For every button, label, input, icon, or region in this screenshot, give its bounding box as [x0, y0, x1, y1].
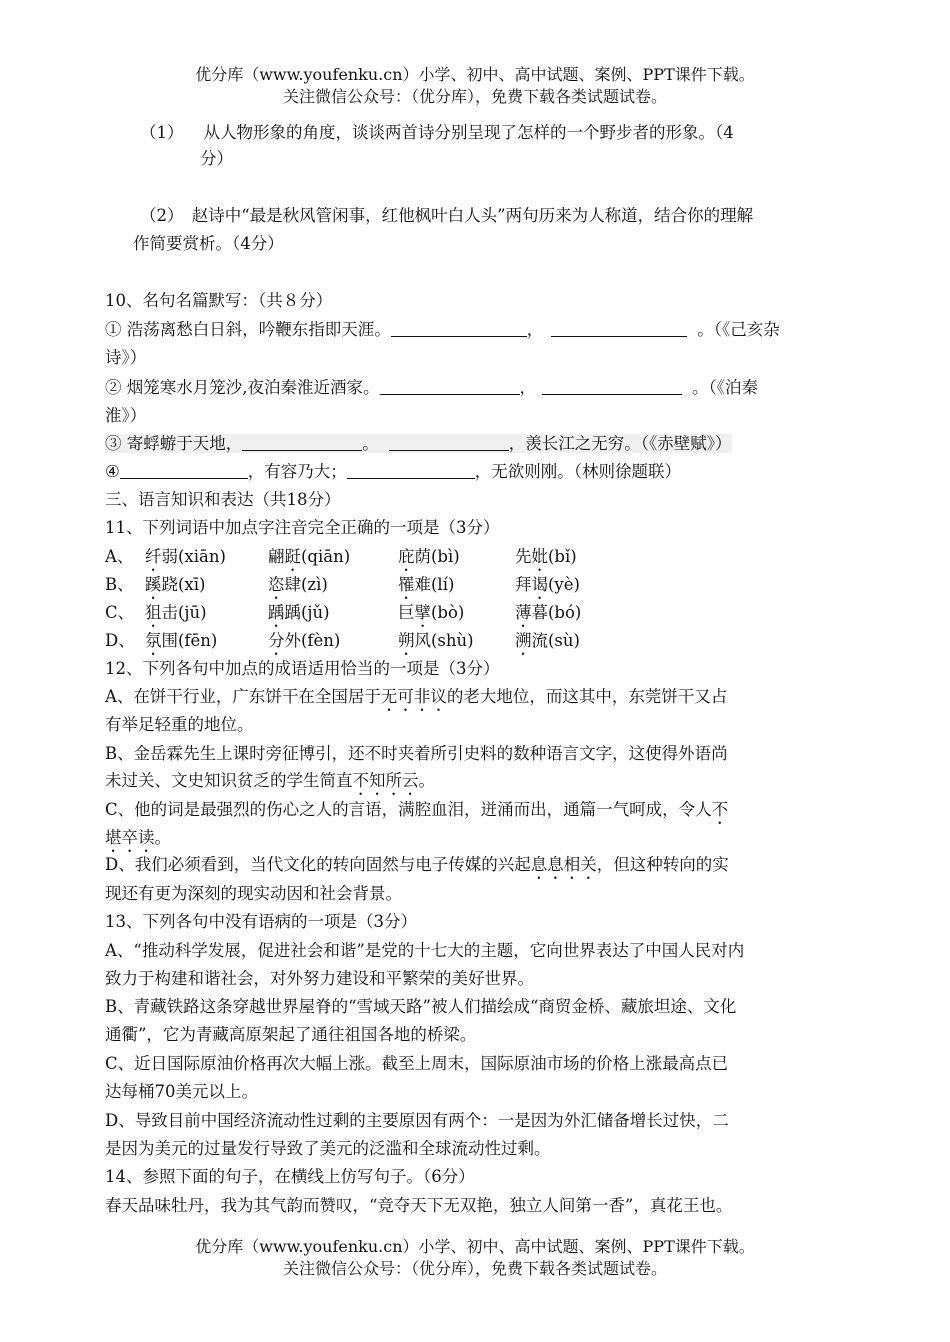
- q10-item3-text: ③ 寄蜉蝣于天地，: [105, 434, 243, 453]
- dotted-idiom: 无可非议: [380, 687, 447, 706]
- answer-blank[interactable]: [120, 461, 248, 479]
- answer-blank[interactable]: [242, 433, 362, 451]
- q10-item1-text: ① 浩荡离愁白日斜，吟鞭东指即天涯。: [105, 320, 391, 339]
- q10-item1-line2: 诗》）: [105, 348, 147, 367]
- header-line-2: 关注微信公众号：（优分库），免费下载各类试题试卷。: [282, 87, 667, 106]
- q11-word-post: 踽(jǔ): [284, 603, 330, 622]
- answer-blank[interactable]: [380, 377, 520, 395]
- q10-item1-source: 。（《己亥杂: [697, 320, 780, 339]
- q13-title: 13、下列各句中没有语病的一项是（3分）: [105, 912, 417, 931]
- answer-blank[interactable]: [389, 433, 509, 451]
- q11-word: [268, 629, 340, 659]
- q11-dotted-char: 狙: [145, 603, 162, 622]
- q11-word-pre: 翩: [268, 547, 285, 566]
- section3-title: 三、语言知识和表达（共18分）: [105, 490, 341, 509]
- q12-d-text: D、我们必须看到，当代文化的转向固然与电子传媒的兴起: [105, 855, 531, 874]
- page-footer: [0, 1236, 950, 1280]
- q10-item2-comma: ，: [519, 378, 536, 397]
- q10-item3-period: 。: [362, 434, 379, 453]
- q10-item2-line2: 淮》）: [105, 406, 147, 425]
- q11-option-label: D、: [105, 631, 135, 650]
- q11-word-post: 围(fēn): [161, 631, 218, 650]
- q10-item1-comma: ，: [526, 320, 544, 339]
- q13-option-b-line2: 通衢”，它为青藏高原架起了通往祖国各地的桥梁。: [105, 1025, 477, 1044]
- q11-word: [515, 629, 580, 659]
- q11-title: 11、下列词语中加点字注音完全正确的一项是（3分）: [105, 518, 500, 537]
- q12-option-d-line1: [105, 853, 850, 883]
- q11-dotted-char: 分: [268, 631, 285, 650]
- q11-word-post: 跷(xī): [161, 575, 206, 594]
- q12-option-b-line2: [105, 769, 850, 799]
- q13-option-d-line2: 是因为美元的过量发行导致了美元的泛滥和全球流动性过剩。: [105, 1139, 551, 1158]
- q11-dotted-char: 谒: [531, 575, 548, 594]
- q11-word: [398, 601, 464, 631]
- q11-word: [515, 573, 580, 603]
- q14-title: 14、参照下面的句子，在横线上仿写句子。（6分）: [105, 1167, 475, 1186]
- q11-word-post: 暮(bó): [531, 603, 582, 622]
- q12-option-b-line1: B、金岳霖先生上课时旁征博引，还不时夹着所引史料的数种语言文字，这使得外语尚: [105, 744, 728, 763]
- q13-option-b-line1: B、青藏铁路这条穿越世界屋脊的“雪域天路”被人们描绘成“商贸金桥、藏旅坦途、文化: [105, 997, 737, 1016]
- q10-item2-source: 。（《泊秦: [692, 378, 758, 397]
- q13-option-a-line1: A、“推动科学发展，促进社会和谐”是党的十七大的主题，它向世界表达了中国人民对内: [105, 941, 745, 960]
- q12-a-text-post: 的老大地位，而这其中，东莞饼干又占: [446, 687, 728, 706]
- q12-option-a-line1: [105, 685, 850, 715]
- dotted-idiom: 不: [711, 800, 729, 819]
- q11-word-post: (yè): [548, 575, 580, 594]
- q11-dotted-char: 庇: [398, 547, 415, 566]
- q11-word-pre: 巨: [398, 603, 415, 622]
- q9-part1-number: （1）: [140, 123, 184, 142]
- q12-c-text-post: 。: [154, 828, 171, 847]
- q11-word: [145, 545, 226, 575]
- q11-word-post: (bò): [431, 603, 465, 622]
- q13-option-c-line1: C、近日国际原油价格再次大幅上涨。截至上周末，国际原油市场的价格上涨最高点已: [105, 1054, 729, 1073]
- q10-item4: [105, 460, 850, 484]
- answer-blank[interactable]: [391, 319, 527, 337]
- q12-option-a-line2: 有举足轻重的地位。: [105, 715, 254, 734]
- q12-c-text: C、他的词是最强烈的伤心之人的言语，满腔血泪，迸涌而出，通篇一气呵成，令人: [105, 800, 712, 819]
- q9-part1-line2: 分）: [200, 149, 233, 168]
- q11-word: [268, 601, 330, 631]
- q11-word: [515, 545, 577, 575]
- q11-dotted-char: 恣: [268, 575, 285, 594]
- q11-word-post: 肆(zì): [284, 575, 328, 594]
- q10-item4-source: ，无欲则刚。（林则徐题联）: [474, 462, 682, 481]
- footer-line-2: 关注微信公众号：（优分库），免费下载各类试题试卷。: [282, 1259, 667, 1278]
- q11-word-post: 荫(bì): [414, 547, 460, 566]
- q11-word-post: 难(lí): [414, 575, 455, 594]
- q11-word-pre: 先: [515, 547, 532, 566]
- q10-item2-text: ② 烟笼寒水月笼沙,夜泊秦淮近酒家。: [105, 378, 380, 397]
- q10-item2: [105, 376, 850, 400]
- header-line-1: 优分库（www.youfenku.cn）小学、初中、高中试题、案例、PPT课件下载。: [195, 65, 755, 84]
- answer-blank[interactable]: [542, 377, 682, 395]
- q11-word-post: 流(sù): [531, 631, 580, 650]
- q11-word: [268, 573, 328, 603]
- answer-blank[interactable]: [347, 461, 475, 479]
- q12-title: 12、下列各句中加点的成语适用恰当的一项是（3分）: [105, 659, 500, 678]
- q11-word-post: (qiān): [301, 547, 351, 566]
- q11-option-label: C、: [105, 603, 135, 622]
- q13-option-d-line1: D、导致目前中国经济流动性过剩的主要原因有两个：一是因为外汇储备增长过快，二: [105, 1111, 729, 1130]
- q12-option-c-line1: [105, 798, 850, 828]
- q11-word: [268, 545, 350, 575]
- q13-option-a-line2: 致力于构建和谐社会，对外努力建设和平繁荣的美好世界。: [105, 969, 534, 988]
- q12-b-text: 未过关、文史知识贫乏的学生简直: [105, 771, 353, 790]
- q12-a-text: A、在饼干行业，广东饼干在全国居于: [105, 687, 381, 706]
- footer-line-1: 优分库（www.youfenku.cn）小学、初中、高中试题、案例、PPT课件下载。: [195, 1237, 755, 1256]
- q10-item3-source: ，羡长江之无穷。（《赤壁赋》）: [508, 434, 732, 453]
- q9-part2-line2: 作简要赏析。（4分）: [133, 234, 284, 253]
- q13-option-c-line2: 达每桶70美元以上。: [105, 1082, 258, 1101]
- q10-title: 10、名句名篇默写：（共８分）: [105, 291, 333, 310]
- q12-b-text-post: 。: [418, 771, 435, 790]
- q11-option-label: B、: [105, 575, 134, 594]
- dotted-idiom: 息息相关: [530, 855, 597, 874]
- q11-word: [145, 629, 217, 659]
- q10-item3: [105, 432, 850, 456]
- q11-option-label: A、: [105, 547, 134, 566]
- q11-dotted-char: 妣: [531, 547, 548, 566]
- q9-part2-line1: （2） 赵诗中“最是秋风管闲事，红他枫叶白人头”两句历来为人称道，结合你的理解: [140, 206, 754, 225]
- q11-dotted-char: 踽: [268, 603, 285, 622]
- dotted-idiom: 不知所云: [352, 771, 419, 790]
- q11-word-post: 击(jū): [161, 603, 207, 622]
- q11-word-pre: 拜: [515, 575, 532, 594]
- q9-part1-text: 从人物形象的角度，谈谈两首诗分别呈现了怎样的一个野步者的形象。（4: [203, 123, 734, 142]
- q11-dotted-char: 氛: [145, 631, 162, 650]
- q10-item1: [105, 318, 850, 342]
- q11-word-post: 弱(xiān): [161, 547, 226, 566]
- dotted-idiom: 堪卒读: [105, 828, 155, 847]
- q11-word: [398, 629, 474, 659]
- q10-item4-text: ，有容乃大；: [247, 462, 347, 481]
- answer-blank[interactable]: [551, 319, 687, 337]
- page-header: [0, 64, 950, 108]
- q10-item3-shaded: [105, 434, 732, 453]
- q11-word: [145, 601, 207, 631]
- q11-word-post: (bǐ): [548, 547, 577, 566]
- q11-dotted-char: 罹: [398, 575, 415, 594]
- q11-word-post: 风(shù): [414, 631, 474, 650]
- q11-dotted-char: 溯: [515, 631, 532, 650]
- q12-d-text-post: ，但这种转向的实: [596, 855, 729, 874]
- q11-dotted-char: 纤: [145, 547, 162, 566]
- q12-option-c-line2: [105, 826, 850, 856]
- q11-dotted-char: 薄: [515, 603, 532, 622]
- q9-part1-line1: [140, 121, 885, 145]
- q11-word: [515, 601, 581, 631]
- q11-dotted-char: 擘: [414, 603, 431, 622]
- q14-example: 春天品味牡丹，我为其气韵而赞叹，“竞夺天下无双艳，独立人间第一香”，真花王也。: [105, 1196, 733, 1215]
- q11-word: [398, 573, 454, 603]
- q11-word-post: 外(fèn): [284, 631, 341, 650]
- q11-dotted-char: 朔: [398, 631, 415, 650]
- q11-word: [398, 545, 460, 575]
- q11-dotted-char: 跹: [284, 547, 301, 566]
- q11-dotted-char: 蹊: [145, 575, 162, 594]
- q11-word: [145, 573, 205, 603]
- q10-item4-number: ④: [105, 462, 120, 481]
- q12-option-d-line2: 现还有更为深刻的现实动因和社会背景。: [105, 884, 402, 903]
